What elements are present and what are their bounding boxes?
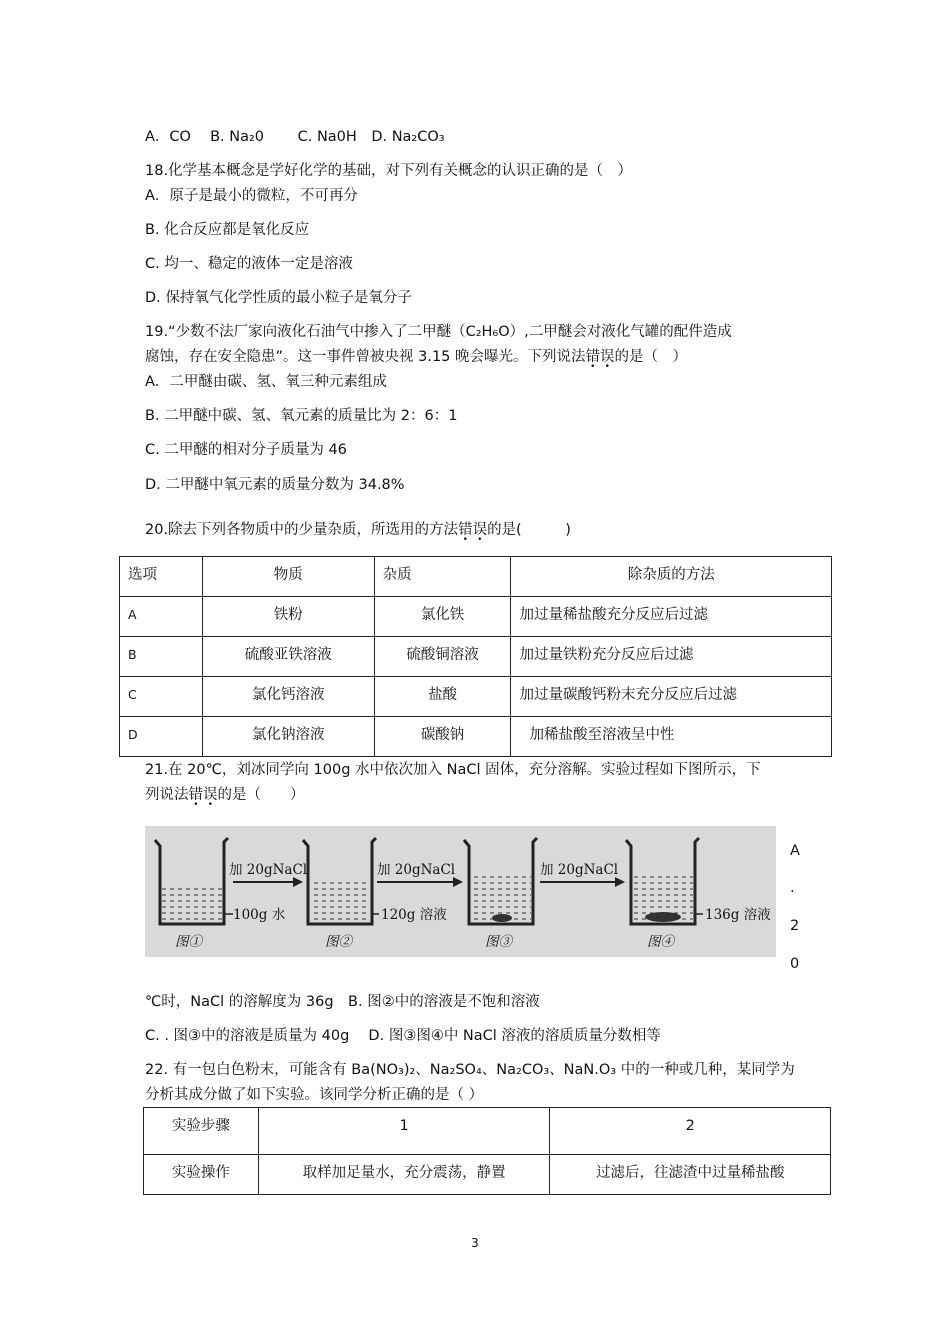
q21-stem-pre: 列说法 (145, 787, 189, 803)
emphasis-char: 错 (585, 349, 601, 365)
table-cell: 硫酸亚铁溶液 (202, 637, 374, 677)
table-header-row (120, 557, 832, 597)
beaker-1 (155, 838, 233, 924)
fig3-label: 图③ (485, 934, 512, 950)
side-char: A (790, 843, 800, 859)
table-row (144, 1108, 831, 1155)
q19-option-b: B. 二甲醚中碳、氢、氧元素的质量比为 2：6：1 (145, 408, 458, 424)
table-cell: 铁粉 (202, 597, 374, 637)
q22-table (143, 1107, 831, 1195)
table-row (120, 717, 832, 757)
table-cell: A (120, 597, 203, 637)
table-cell: 加过量铁粉充分反应后过滤 (511, 637, 832, 677)
q19-stem-line1: 19.“少数不法厂家向液化石油气中掺入了二甲醚（C₂H₆O）,二甲醚会对液化气罐的配件造成 (145, 324, 732, 340)
add-nacl-label-2: 加 20gNaCl (377, 862, 456, 878)
q20-table (119, 556, 832, 757)
q17-options: A．CO B. Na₂0 C. Na0H D. Na₂CO₃ (145, 129, 445, 145)
beaker-experiment-figure (145, 826, 776, 957)
side-char: 2 (790, 918, 800, 934)
water-label: 100g 水 (233, 907, 286, 923)
table-row (120, 677, 832, 717)
q20-stem-pre: 20.除去下列各物质中的少量杂质，所选用的方法 (145, 522, 459, 538)
emphasis-char: 误 (600, 349, 615, 365)
add-nacl-label-1: 加 20gNaCl (229, 862, 308, 878)
q19-option-c: C. 二甲醚的相对分子质量为 46 (145, 442, 347, 458)
arrow-1-head (293, 877, 303, 887)
q19-stem-post: 的是（ ） (614, 349, 688, 365)
q22-stem-line2: 分析其成分做了如下实验。该同学分析正确的是（ ） (145, 1087, 484, 1103)
q18-option-a: A．原子是最小的微粒，不可再分 (145, 188, 358, 204)
q19-stem-line2 (145, 347, 687, 367)
beaker-4 (626, 838, 703, 924)
q21-options-c-d: C. . 图③中的溶液是质量为 40g D. 图③图④中 NaCl 溶液的溶质质量分数相等 (145, 1028, 661, 1044)
table-cell: B (120, 637, 203, 677)
emphasis-char: 误 (203, 787, 218, 803)
q18-stem: 18.化学基本概念是学好化学的基础，对下列有关概念的认识正确的是（ ） (145, 163, 633, 179)
q20-stem-post: 的是( ) (487, 522, 571, 538)
table-row (144, 1155, 831, 1195)
q22-stem-line1: 22. 有一包白色粉末，可能含有 Ba(NO₃)₂、Na₂SO₄、Na₂CO₃、NaN.O₃ 中的一种或几种，某同学为 (145, 1062, 795, 1078)
table-cell: 2 (550, 1108, 831, 1155)
q20-stem (145, 520, 571, 540)
emphasis-char: 错 (188, 787, 203, 803)
q21-stem-post: 的是（ ） (217, 787, 305, 803)
q21-stem-line2 (145, 785, 305, 805)
table-row (120, 637, 832, 677)
beaker-2 (303, 838, 379, 924)
table-cell: 取样加足量水，充分震荡，静置 (258, 1155, 550, 1195)
table-cell: 硫酸铜溶液 (374, 637, 511, 677)
page-number: 3 (471, 1236, 479, 1250)
add-nacl-label-3: 加 20gNaCl (540, 862, 619, 878)
table-cell: 1 (258, 1108, 550, 1155)
q21-options-a-b: ℃时，NaCl 的溶解度为 36g B. 图②中的溶液是不饱和溶液 (145, 994, 540, 1010)
fig2-label: 图② (325, 934, 352, 950)
table-cell: C (120, 677, 203, 717)
table-cell: 盐酸 (374, 677, 511, 717)
q19-stem-pre: 腐蚀，存在安全隐患”。这一事件曾被央视 3.15 晚会曝光。下列说法 (145, 349, 586, 365)
table-header-cell: 除杂质的方法 (511, 557, 832, 597)
beaker-diagram (145, 826, 776, 957)
q19-option-d: D. 二甲醚中氧元素的质量分数为 34.8% (145, 477, 405, 493)
table-cell: 过滤后，往滤渣中过量稀盐酸 (550, 1155, 831, 1195)
table-row (120, 597, 832, 637)
table-cell: 加过量碳酸钙粉末充分反应后过滤 (511, 677, 832, 717)
q19-option-a: A．二甲醚由碳、氢、氧三种元素组成 (145, 374, 387, 390)
q18-option-b: B. 化合反应都是氧化反应 (145, 222, 310, 238)
table-cell: D (120, 717, 203, 757)
table-cell: 加过量稀盐酸充分反应后过滤 (511, 597, 832, 637)
table-header-cell: 物质 (202, 557, 374, 597)
solution-120g-label: 120g 溶液 (381, 907, 447, 923)
q18-option-c: C. 均一、稳定的液体一定是溶液 (145, 256, 353, 272)
table-cell: 氯化铁 (374, 597, 511, 637)
q21-stem-line1: 21.在 20℃，刘冰同学向 100g 水中依次加入 NaCl 固体，充分溶解。实验过程如下图所示，下 (145, 762, 761, 778)
table-header-cell: 选项 (120, 557, 203, 597)
table-cell: 实验操作 (144, 1155, 259, 1195)
q18-option-d: D. 保持氧气化学性质的最小粒子是氧分子 (145, 290, 412, 306)
solution-136g-label: 136g 溶液 (705, 907, 771, 923)
table-cell: 加稀盐酸至溶液呈中性 (511, 717, 832, 757)
table-cell: 氯化钠溶液 (202, 717, 374, 757)
emphasis-char: 错 (458, 522, 473, 538)
beaker-3 (464, 838, 537, 924)
emphasis-char: 误 (472, 522, 488, 538)
table-cell: 氯化钙溶液 (202, 677, 374, 717)
fig1-label: 图① (175, 934, 202, 950)
fig4-label: 图④ (647, 934, 674, 950)
arrow-3-head (615, 877, 625, 887)
table-cell: 碳酸钠 (374, 717, 511, 757)
table-cell: 实验步骤 (144, 1108, 259, 1155)
arrow-2-head (453, 877, 463, 887)
side-char: . (790, 880, 795, 896)
table-header-cell: 杂质 (374, 557, 511, 597)
side-char: 0 (790, 956, 800, 972)
